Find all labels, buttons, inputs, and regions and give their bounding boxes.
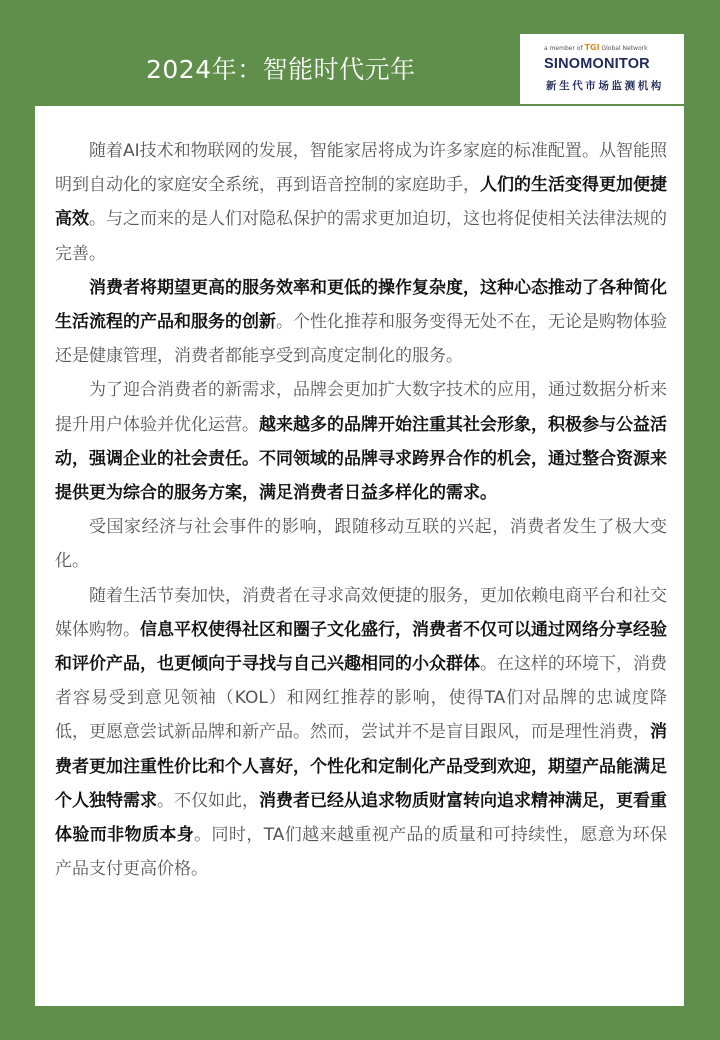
paragraph: 为了迎合消费者的新需求，品牌会更加扩大数字技术的应用，通过数据分析来提升用户体验并优化运营。越来越多的品牌开始注重其社会形象，积极参与公益活动，强调企业的社会责任。不同领域的品牌寻求跨界合作的机会，通过整合资源来提供更为综合的服务方案，满足消费者日益多样化的需求。	[55, 380, 667, 504]
paragraph: 随着生活节奏加快，消费者在寻求高效便捷的服务，更加依赖电商平台和社交媒体购物。信息平权使得社区和圈子文化盛行，消费者不仅可以通过网络分享经验和评价产品，也更倾向于寻找与自己兴趣相同的小众群体。在这样的环境下，消费者容易受到意见领袖（KOL）和网红推荐的影响，使得TA们对品牌的忠诚度降低，更愿意尝试新品牌和新产品。然而，尝试并不是盲目跟风，而是理性消费，消费者更加注重性价比和个人喜好，个性化和定制化产品受到欢迎，期望产品能满足个人独特需求。不仅如此，消费者已经从追求物质财富转向追求精神满足，更看重体验而非物质本身。同时，TA们越来越重视产品的质量和可持续性，愿意为环保产品支付更高价格。	[55, 585, 668, 880]
sinomonitor-logo	[520, 34, 684, 104]
logo-subtitle: 新生代市场监测机构	[546, 80, 664, 92]
logo-tagline: a member of TGI Global Network	[544, 43, 648, 52]
paragraph: 随着AI技术和物联网的发展，智能家居将成为许多家庭的标准配置。从智能照明到自动化的家庭安全系统，再到语音控制的家庭助手，人们的生活变得更加便捷高效。与之而来的是人们对隐私保护的需求更加迫切，这也将促使相关法律法规的完善。	[55, 141, 667, 264]
logo-name: SINOMONITOR	[544, 56, 650, 72]
article-body	[55, 134, 667, 886]
paragraph: 消费者将期望更高的服务效率和更低的操作复杂度，这种心态推动了各种简化生活流程的产品和服务的创新。个性化推荐和服务变得无处不在，无论是购物体验还是健康管理，消费者都能享受到高度定制化的服务。	[55, 277, 667, 367]
paragraph: 受国家经济与社会事件的影响，跟随移动互联的兴起，消费者发生了极大变化。	[55, 517, 667, 572]
page-title: 2024年：智能时代元年	[146, 55, 416, 84]
content-panel	[35, 106, 684, 1006]
